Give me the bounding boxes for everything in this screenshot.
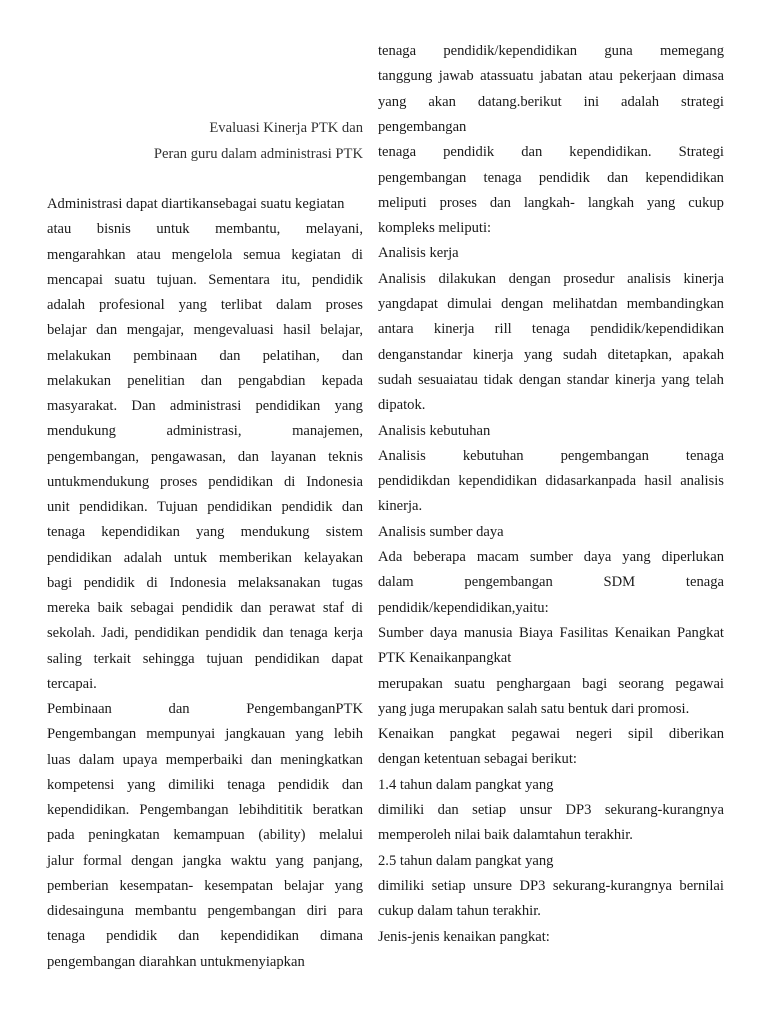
left-text-line: masyarakat. Dan administrasi pendidikan yang	[47, 398, 363, 414]
left-text-line: pada peningkatan kemampuan (ability) melalui	[47, 827, 363, 844]
left-text-line: mengarahkan atau mengelola semua kegiatan di	[47, 246, 363, 263]
left-text-line: mencapai suatu tujuan. Sementara itu, pendidik	[47, 271, 363, 288]
left-text-line: saling terkait sehingga tujuan pendidikan dapat	[47, 650, 363, 667]
left-text-line: didesainguna membantu pengembangan diri para	[47, 903, 363, 919]
left-text-line: atau bisnis untuk membantu, melayani,	[47, 221, 363, 238]
right-text-line: pengembangan tenaga pendidik dan kependidikan	[378, 169, 724, 186]
left-text-line: mendukung administrasi, manajemen,	[47, 423, 363, 440]
left-text-line: kompetensi yang dimiliki tenaga pendidik dan	[47, 776, 363, 793]
right-text-line: Ada beberapa macam sumber daya yang diperlukan	[378, 549, 724, 565]
right-text-line: pengembangan	[378, 118, 467, 135]
left-text-line: pengembangan diarahkan untukmenyiapkan	[47, 953, 305, 970]
left-text-line: jalur formal dengan jangka waktu yang panjang,	[47, 852, 363, 869]
left-text-line: tercapai.	[47, 675, 97, 692]
left-text-line: belajar dan mengajar, mengevaluasi hasil belajar,	[47, 322, 363, 339]
left-text-line: luas dalam upaya memperbaiki dan meningkatkan	[47, 751, 363, 768]
right-text-line: yang juga merupakan salah satu bentuk dari promosi.	[378, 700, 690, 717]
right-text-line: cukup dalam tahun terakhir.	[378, 903, 541, 920]
document-title-line-2: Peran guru dalam administrasi PTK	[153, 146, 363, 162]
right-text-line: kinerja.	[378, 498, 423, 515]
left-text-line: sekolah. Jadi, pendidikan pendidik dan tenaga kerja	[47, 625, 363, 642]
right-text-line: sudah sesuaiatau tidak dengan standar kinerja yang telah	[378, 371, 724, 388]
left-text-line: unit pendidikan. Tujuan pendidikan pendidik dan	[47, 499, 363, 515]
left-text-line: bagi pendidik di Indonesia melaksanakan tugas	[47, 574, 363, 591]
right-text-line: yang akan datang.berikut ini adalah strategi	[378, 93, 724, 110]
right-text-line: Jenis-jenis kenaikan pangkat:	[378, 928, 550, 945]
right-text-line: dengan ketentuan sebagai berikut:	[378, 751, 577, 768]
right-text-line: dalam pengembangan SDM tenaga	[378, 574, 724, 591]
right-text-line: antara kinerja rill tenaga pendidik/kependidikan	[378, 321, 724, 338]
right-text-line: 2.5 tahun dalam pangkat yang	[378, 852, 554, 869]
right-text-line: Analisis kebutuhan pengembangan tenaga	[378, 447, 724, 464]
right-text-line: pendidikdan kependidikan didasarkanpada hasil analisis	[378, 473, 724, 490]
right-text-line: Analisis kerja	[378, 245, 459, 262]
left-text-line: mereka baik sebagai pendidik dan perawat staf di	[47, 600, 363, 616]
document-title-line-1: Evaluasi Kinerja PTK dan	[209, 120, 363, 136]
left-text-line: pemberian kesempatan- kesempatan belajar yang	[47, 877, 363, 894]
left-text-line: untukmendukung proses pendidikan di Indonesia	[47, 473, 363, 490]
right-text-line: Kenaikan pangkat pegawai negeri sipil diberikan	[378, 726, 724, 743]
right-text-line: dipatok.	[378, 397, 426, 414]
right-text-line: Analisis sumber daya	[378, 523, 504, 540]
right-text-line: pendidik/kependidikan,yaitu:	[378, 599, 549, 616]
right-text-line: kompleks meliputi:	[378, 220, 492, 237]
right-text-line: tenaga pendidik dan kependidikan. Strategi	[378, 144, 724, 161]
right-text-line: Analisis kebutuhan	[378, 422, 491, 439]
right-text-line: 1.4 tahun dalam pangkat yang	[378, 776, 554, 793]
right-text-line: merupakan suatu penghargaan bagi seorang pegawai	[378, 675, 724, 692]
right-text-line: PTK Kenaikanpangkat	[378, 650, 512, 667]
left-text-line: Administrasi dapat diartikansebagai suatu kegiatan	[47, 196, 345, 212]
left-text-line: Pengembangan mempunyai jangkauan yang lebih	[47, 726, 363, 743]
right-text-line: meliputi proses dan langkah- langkah yang cukup	[378, 194, 724, 211]
right-text-line: Sumber daya manusia Biaya Fasilitas Kenaikan Pangkat	[378, 624, 724, 641]
right-text-line: yangdapat dimulai dengan melihatdan membandingkan	[378, 296, 724, 312]
left-text-line: Pembinaan dan PengembanganPTK	[47, 701, 363, 717]
left-text-line: pengembangan, pengawasan, dan layanan teknis	[47, 448, 363, 465]
right-text-line: tanggung jawab atassuatu jabatan atau pekerjaan dimasa	[378, 68, 724, 85]
right-text-line: tenaga pendidik/kependidikan guna memegang	[378, 43, 724, 59]
left-text-line: adalah profesional yang terlibat dalam proses	[47, 297, 363, 313]
right-text-line: denganstandar kinerja yang sudah ditetapkan, apakah	[378, 346, 724, 363]
right-text-line: dimiliki setiap unsure DP3 sekurang-kurangnya bernilai	[378, 877, 724, 894]
right-text-line: Analisis dilakukan dengan prosedur analisis kinerja	[378, 270, 724, 287]
left-text-line: kependidikan. Pengembangan lebihdititik beratkan	[47, 802, 363, 818]
left-text-line: melakukan penelitian dan pengabdian kepada	[47, 372, 363, 389]
left-text-line: pendidikan adalah untuk memberikan kelayakan	[47, 549, 363, 566]
left-text-line: tenaga kependidikan yang mendukung sistem	[47, 524, 363, 541]
right-text-line: dimiliki dan setiap unsur DP3 sekurang-kurangnya	[378, 802, 724, 818]
left-text-line: tenaga pendidik dan kependidikan dimana	[47, 928, 363, 945]
left-text-line: melakukan pembinaan dan pelatihan, dan	[47, 347, 363, 364]
right-text-line: memperoleh nilai baik dalamtahun terakhir.	[378, 827, 633, 844]
